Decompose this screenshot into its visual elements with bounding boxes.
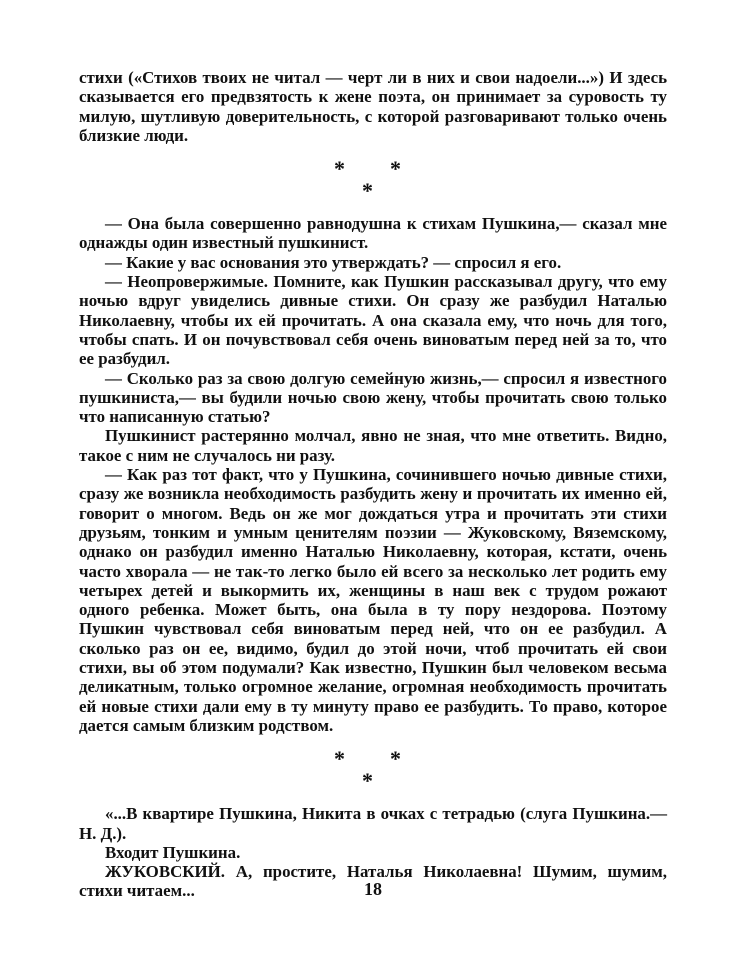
- page-body: [79, 68, 667, 901]
- separator-star: *: [390, 746, 401, 772]
- paragraph: — Какие у вас основания это утверждать? — спросил я его.: [105, 252, 562, 272]
- separator-star: *: [390, 156, 401, 182]
- paragraph: — Неопровержимые. Помните, как Пушкин рассказывал другу, что ему ночью вдруг увиделись дивные стихи. Он сразу же разбудил Наталью Николаевну, чтобы их ей прочитать. А она сказала ему, что ночь для того, чтобы спать. И он почувствовал себя очень виноватым перед ней за то, что ее разбудил.: [79, 272, 667, 369]
- paragraph: — Сколько раз за свою долгую семейную жизнь,— спросил я известного пушкиниста,— вы будили ночью свою жену, чтобы прочитать свою только что написанную статью?: [79, 368, 667, 427]
- section-separator: [79, 742, 667, 798]
- separator-star: *: [362, 768, 373, 794]
- page-number: 18: [364, 879, 382, 899]
- paragraph: ЖУКОВСКИЙ. А, простите, Наталья Николаевна! Шумим, шумим, стихи читаем...: [79, 862, 667, 901]
- section-separator: [79, 152, 667, 208]
- paragraph: «...В квартире Пушкина, Никита в очках с тетрадью (слуга Пушкина.— Н. Д.).: [79, 804, 667, 843]
- paragraph: Входит Пушкина.: [105, 842, 241, 862]
- separator-star: *: [334, 746, 345, 772]
- separator-star: *: [334, 156, 345, 182]
- paragraph: Пушкинист растерянно молчал, явно не зная, что мне ответить. Видно, такое с ним не случалось ни разу.: [79, 426, 667, 465]
- separator-star: *: [362, 178, 373, 204]
- paragraph: стихи («Стихов твоих не читал — черт ли в них и свои надоели...») И здесь сказывается его предвзятость к жене поэта, он принимает за суровость ту милую, шутливую доверительность, с которой разговаривают только очень близкие люди.: [79, 68, 667, 145]
- paragraph: — Она была совершенно равнодушна к стихам Пушкина,— сказал мне однажды один известный пушкинист.: [79, 214, 667, 253]
- paragraph: — Как раз тот факт, что у Пушкина, сочинившего ночью дивные стихи, сразу же возникла необходимость разбудить жену и прочитать их именно ей, говорит о многом. Ведь он же мог дождаться утра и прочитать эти стихи друзьям, тонким и умным ценителям поэзии — Жуковскому, Вяземскому, однако он разбудил именно Наталью Николаевну, которая, кстати, очень часто хворала — не так-то легко было ей всего за несколько лет родить ему четырех детей и выкормить их, женщины в наш век с трудом рожают одного ребенка. Может быть, она была в ту пору нездорова. Поэтому Пушкин чувствовал себя виноватым перед ней, что он ее разбудил. А сколько раз он ее, видимо, будил до этой ночи, чтоб прочитать ей свои стихи, вы об этом подумали? Как известно, Пушкин был человеком весьма деликатным, только огромное желание, огромная необходимость прочитать ей новые стихи дали ему в ту минуту право ее разбудить. То право, которое дается самым близким родством.: [79, 465, 667, 735]
